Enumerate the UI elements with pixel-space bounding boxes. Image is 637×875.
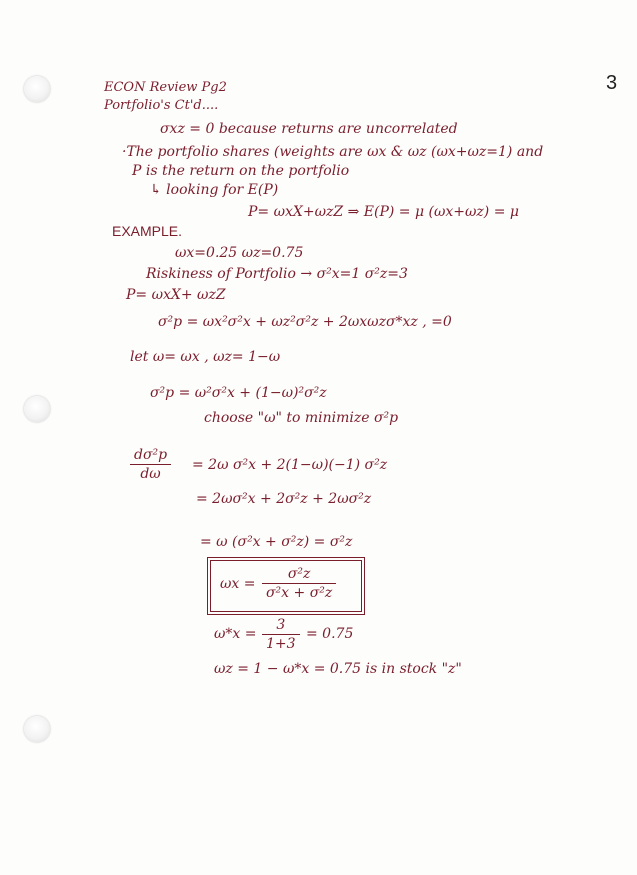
section-subtitle: Portfolio's Ct'd.... <box>104 98 219 113</box>
page-title: ECON Review Pg2 <box>104 80 227 95</box>
optimal-weight-lhs: ω*x = <box>214 626 257 642</box>
page-number: 3 <box>606 72 618 94</box>
example-heading: EXAMPLE. <box>112 223 183 239</box>
variance-in-omega: σ²p = ω²σ²x + (1−ω)²σ²z <box>150 385 327 401</box>
binder-hole-middle <box>24 396 50 422</box>
expectation-note: ↳ looking for E(P) <box>150 182 279 198</box>
derivative-step-3: = ω (σ²x + σ²z) = σ²z <box>200 534 353 550</box>
binder-hole-bottom <box>24 716 50 742</box>
riskiness-line: Riskiness of Portfolio → σ²x=1 σ²z=3 <box>146 266 408 282</box>
conclusion-line: ωz = 1 − ω*x = 0.75 is in stock "z" <box>214 661 462 677</box>
optimal-numerator: 3 <box>262 616 300 635</box>
optimal-weight-fraction <box>262 616 300 653</box>
derivative-denominator: dω <box>140 466 161 482</box>
optimal-denominator: 1+3 <box>266 636 296 652</box>
optimal-weight-value: = 0.75 <box>306 626 354 642</box>
boxed-denominator: σ²x + σ²z <box>266 585 333 601</box>
minimize-note: choose "ω" to minimize σ²p <box>204 410 399 426</box>
boxed-fraction <box>262 565 336 602</box>
boxed-lhs: ωx = <box>220 576 256 592</box>
derivative-step-1: = 2ω σ²x + 2(1−ω)(−1) σ²z <box>192 457 388 473</box>
return-note: P is the return on the portfolio <box>132 163 350 179</box>
variance-equation: σ²p = ωx²σ²x + ωz²σ²z + 2ωxωzσ*xz , =0 <box>158 314 452 330</box>
derivative-fraction <box>130 446 171 483</box>
portfolio-equation: P= ωxX+ ωzZ <box>126 287 226 303</box>
derivative-step-2: = 2ωσ²x + 2σ²z + 2ωσ²z <box>196 491 372 507</box>
boxed-numerator: σ²z <box>262 565 336 584</box>
covariance-note: σxz = 0 because returns are uncorrelated <box>160 121 458 137</box>
binder-hole-top <box>24 76 50 102</box>
expected-return-formula: P= ωxX+ωzZ ⇒ E(P) = μ (ωx+ωz) = μ <box>248 204 519 220</box>
substitution-line: let ω= ωx , ωz= 1−ω <box>130 349 281 365</box>
weights-note: ·The portfolio shares (weights are ωx & ωz (ωx+ωz=1) and <box>122 144 544 160</box>
derivative-numerator: dσ²p <box>130 446 171 465</box>
example-weights: ωx=0.25 ωz=0.75 <box>175 245 304 261</box>
